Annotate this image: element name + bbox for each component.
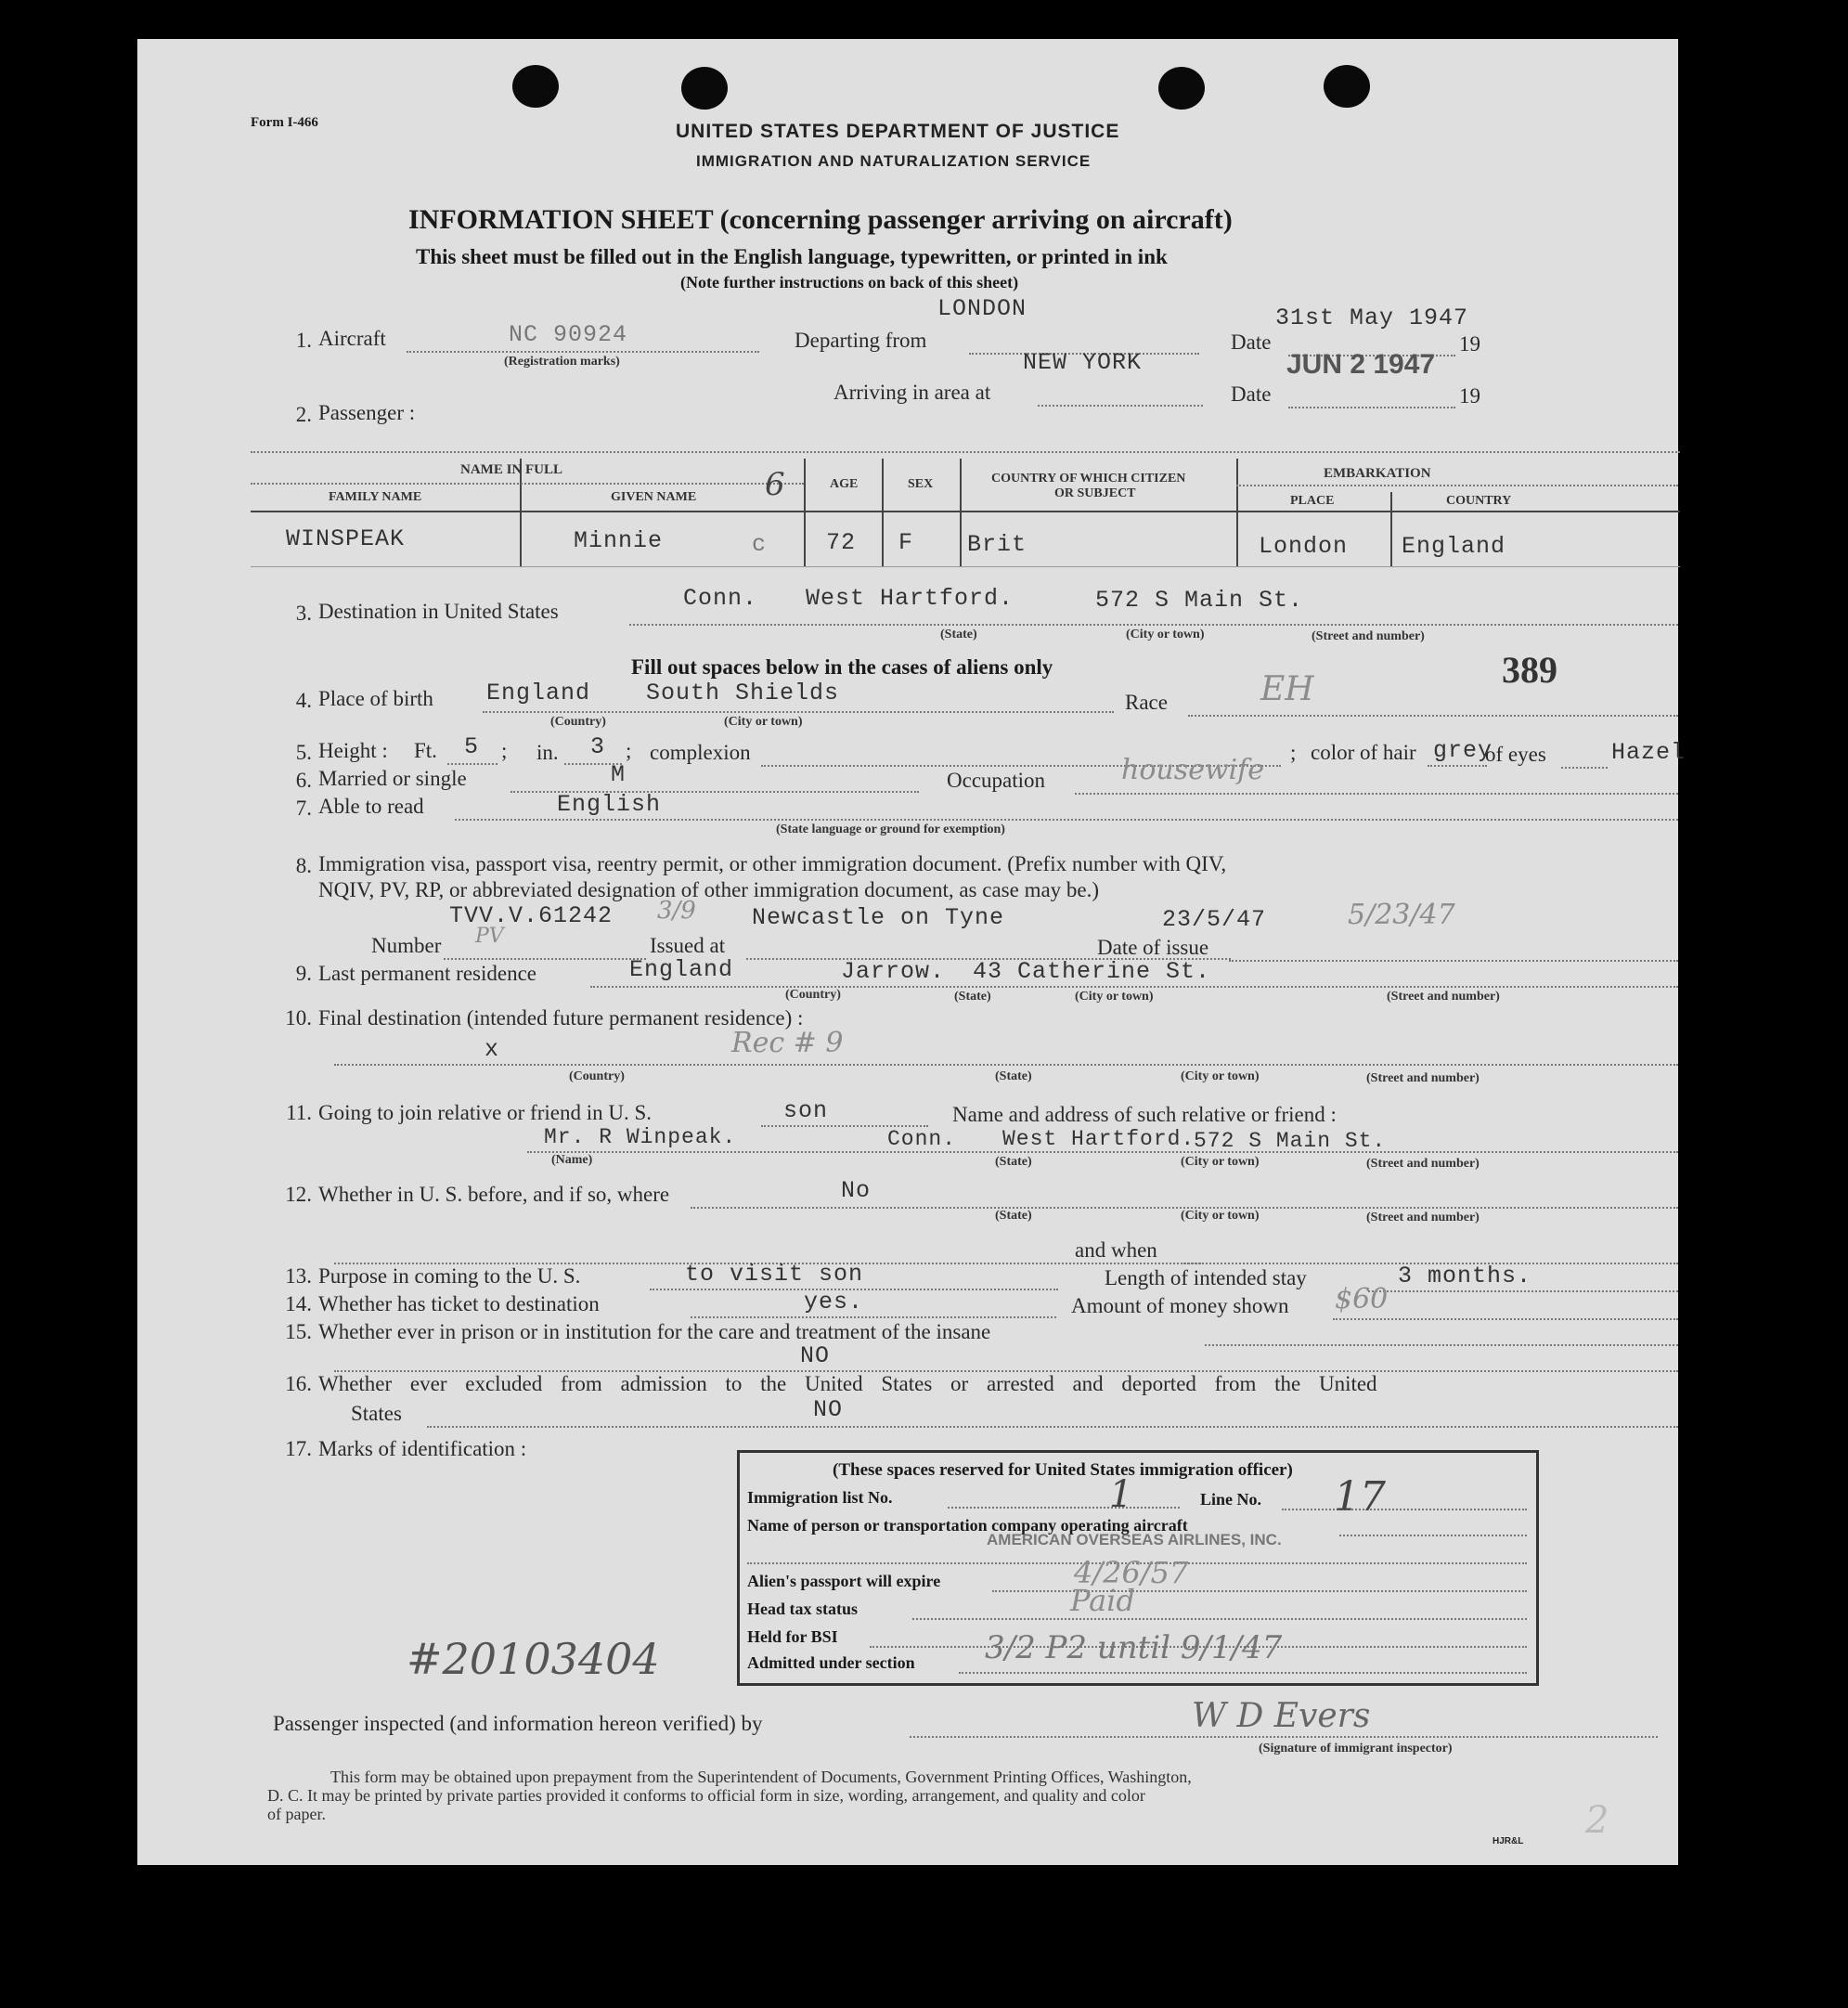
registration-marks-label: (Registration marks) <box>504 355 620 369</box>
head-tax-label: Head tax status <box>747 1600 859 1618</box>
of-eyes-label: of eyes <box>1485 743 1546 766</box>
ft-label: Ft. <box>414 739 437 762</box>
height-ft-value: 5 <box>464 733 480 760</box>
dest-street-caption: (Street and number) <box>1312 629 1425 643</box>
agency-name: UNITED STATES DEPARTMENT OF JUSTICE <box>676 121 1120 142</box>
number-label: Number <box>371 934 442 957</box>
citizen-header: COUNTRY OF WHICH CITIZEN <box>991 472 1186 486</box>
us-before-street-caption: (Street and number) <box>1366 1211 1480 1224</box>
visa-prefix-handwritten: PV <box>475 925 504 948</box>
family-name-value: WINSPEAK <box>286 525 406 552</box>
date-label: Date <box>1231 330 1272 354</box>
inspected-label: Passenger inspected (and information hereon verified) by <box>273 1712 763 1735</box>
last-street-caption: (Street and number) <box>1387 990 1500 1004</box>
arrival-year-prefix: 19 <box>1459 384 1480 408</box>
arrival-date-label: Date <box>1231 382 1272 406</box>
us-before-state-caption: (State) <box>995 1209 1032 1223</box>
head-tax-value: Paid <box>1070 1583 1135 1618</box>
married-label: Married or single <box>318 767 467 790</box>
able-to-read-value: English <box>557 791 662 818</box>
last-state-caption: (State) <box>954 990 991 1004</box>
sheet-number: 389 <box>1502 649 1557 691</box>
visa-handwritten: 3/9 <box>657 897 696 925</box>
departing-from-value: LONDON <box>937 295 1027 322</box>
family-name-header: FAMILY NAME <box>329 490 422 504</box>
last-street-value: 43 Catherine St. <box>973 958 1211 985</box>
transport-company-label: Name of person or transportation company operating aircraft <box>747 1516 1188 1535</box>
purpose-label: Purpose in coming to the U. S. <box>318 1264 581 1288</box>
dest-state-caption: (State) <box>940 628 977 641</box>
in-label: in. <box>536 741 559 764</box>
join-city-value: West Hartford. <box>1002 1127 1195 1151</box>
issued-at-label: Issued at <box>650 934 726 957</box>
join-relation-value: son <box>783 1097 829 1124</box>
destination-label: Destination in United States <box>318 600 559 623</box>
form-subtitle: This sheet must be filled out in the English language, typewritten, or printed in ink <box>416 245 1168 268</box>
color-of-hair-label: color of hair <box>1311 741 1416 764</box>
dest-state-value: Conn. <box>683 585 758 612</box>
height-in-value: 3 <box>590 733 606 760</box>
final-country-caption: (Country) <box>569 1069 625 1083</box>
service-name: IMMIGRATION AND NATURALIZATION SERVICE <box>696 152 1092 170</box>
sex-header: SEX <box>908 477 934 491</box>
birth-country-caption: (Country) <box>550 715 606 729</box>
prison-value: NO <box>800 1342 831 1369</box>
birth-city-caption: (City or town) <box>724 715 803 729</box>
name-in-full-header: NAME IN FULL <box>460 462 563 477</box>
line-no-label: Line No. <box>1200 1490 1262 1509</box>
race-label: Race <box>1125 691 1168 714</box>
money-shown-label: Amount of money shown <box>1071 1294 1289 1317</box>
given-initial-value: c <box>752 531 768 558</box>
dest-street-value: 572 S Main St. <box>1095 587 1304 614</box>
money-value: $60 <box>1335 1283 1389 1315</box>
punch-hole <box>681 67 728 110</box>
in-us-before-value: No <box>841 1177 872 1204</box>
form-title: INFORMATION SHEET (concerning passenger arriving on aircraft) <box>408 204 1233 235</box>
given-name-value: Minnie <box>574 527 664 554</box>
departing-date-value: 31st May 1947 <box>1275 304 1469 331</box>
year-prefix: 19 <box>1459 332 1480 356</box>
sex-value: F <box>898 529 914 556</box>
join-street-caption: (Street and number) <box>1366 1157 1480 1171</box>
arriving-at-value: NEW YORK <box>1023 349 1143 376</box>
form-sheet: Form I-466 UNITED STATES DEPARTMENT OF JUSTICE IMMIGRATION AND NATURALIZATION SERVICE INFORMATION SHEET (concerning passenger arriving on aircraft) This sheet must be filled out in the English language, typewritten, or printed in ink (Note further instructions on back of this sheet) 1. Aircraft NC 90924 (Registration marks) Departing from LONDON Date 31st May 1947 19 NEW YORK JUN 2 1947 Arriving in area at Date 19 2. Passenger : NAME IN FULL FAMILY NAME GIVEN NAME 6 AGE SEX COUNTRY OF WHICH CITIZEN OR SUBJECT EMBARKATION PLACE COUNTRY WINSPEAK Minnie c 72 F Brit London England 3. Destination in United States Conn. West Hartford. 572 S Main St. (State) (City or town) (Street and number) Fill out spaces below in the cases of aliens only 389 4. Place of birth England South Shields (Country) (City or town) Race EH 5. Height : Ft. 5 ; in. 3 ; complexion ; color of hair grey of eyes Hazel 6. Married or single M Occupation housewife 7. Able to read English (State language or ground for exemption) 8. Immigration visa, passport visa, reentry permit, or other immigration document. (Prefix number with QIV, NQIV, PV, RP, or abbreviated designation of other immigration document, as case may be.) TVV.V.61242 3/9 PV Newcastle on Tyne 23/5/47 5/23/47 Number Issued at Date of issue 9. Last permanent residence England Jarrow. 43 Catherine St. (Country) (State) (City or town) (Street and number) 10. Final destination (intended future permanent residence) : x Rec # 9 (Country) (State) (City or town) (Street and number) 11. Going to join relative or friend in U. S. son Name and address of such relative or friend : Mr. R Winpeak. Conn. West Hartford. 572 S Main St. (Name) (State) (City or town) (Street and number) 12. Whether in U. S. before, and if so, where No (State) (City or town) (Street and number) and when 13. Purpose in coming to the U. S. to visit son Length of intended stay 3 months. 14. Whether has ticket to destination yes. Amount of money shown $60 15. Whether ever in prison or in institution for the care and treatment of the insane NO 16. Whether ever excluded from admission to the United States or arrested and deported from the United States NO 17. Marks of identification : (These spaces reserved for United States immigration officer) Immigration list No. 1 Line No. 17 Name of person or transportation company operating aircraft AMERICAN OVERSEAS AIRLINES, INC. Alien's passport will expire 4/26/57 Head tax status Paid Held for BSI Admitted under section 3/2 P2 until 9/1/47 #20103404 Passenger inspected (and information hereon verified) by W D Evers (Signature of immigrant inspector) This form may be obtained upon prepayment from the Superintendent of Documents, Government Printing Offices, Washington, D. C. It may be printed by private parties provided it conforms to official form in size, wording, arrangement, and quality and color of paper. HJR&L 2 <box>137 39 1678 1865</box>
date-of-issue-label: Date of issue <box>1097 936 1209 959</box>
occupation-label: Occupation <box>947 769 1046 792</box>
admitted-section-label: Admitted under section <box>747 1653 915 1672</box>
place-header: PLACE <box>1290 494 1335 508</box>
country-header: COUNTRY <box>1446 494 1512 508</box>
admitted-section-value: 3/2 P2 until 9/1/47 <box>985 1629 1283 1666</box>
aircraft-value: NC 90924 <box>509 321 628 348</box>
state-language-caption: (State language or ground for exemption) <box>776 823 1005 836</box>
us-before-city-caption: (City or town) <box>1181 1209 1260 1223</box>
ticket-value: yes. <box>804 1289 864 1315</box>
dest-city-value: West Hartford. <box>806 585 1014 612</box>
age-header: AGE <box>830 477 859 491</box>
hair-value: grey <box>1433 737 1493 764</box>
arriving-label: Arriving in area at <box>834 381 991 404</box>
dest-city-caption: (City or town) <box>1126 628 1205 641</box>
and-when-label: and when <box>1075 1238 1157 1262</box>
final-destination-label: Final destination (intended future permanent residence) : <box>318 1006 804 1030</box>
inspector-signature: W D Evers <box>1192 1697 1371 1735</box>
aircraft-label: Aircraft <box>318 327 386 350</box>
given-name-mark: 6 <box>765 466 785 503</box>
departing-from-label: Departing from <box>795 329 927 352</box>
able-to-read-label: Able to read <box>318 795 424 818</box>
visa-instructions-2: NQIV, PV, RP, or abbreviated designation of other immigration document, as case may be.) <box>318 878 1100 901</box>
join-name-value: Mr. R Winpeak. <box>544 1125 737 1149</box>
join-state-value: Conn. <box>887 1127 957 1151</box>
place-of-birth-label: Place of birth <box>318 687 433 710</box>
excluded-value: NO <box>813 1396 844 1423</box>
citizen-subject-header: OR SUBJECT <box>1054 486 1136 500</box>
passport-expire-label: Alien's passport will expire <box>747 1572 941 1590</box>
margin-mark: 2 <box>1585 1799 1609 1842</box>
join-street-value: 572 S Main St. <box>1194 1129 1387 1153</box>
in-us-before-label: Whether in U. S. before, and if so, where <box>318 1183 670 1206</box>
final-street-caption: (Street and number) <box>1366 1071 1480 1085</box>
last-country-value: England <box>629 956 734 983</box>
citizen-value: Brit <box>967 531 1027 558</box>
punch-hole <box>512 65 559 108</box>
race-value: EH <box>1260 670 1314 708</box>
form-number: Form I-466 <box>251 115 318 130</box>
given-name-header: GIVEN NAME <box>611 490 697 504</box>
marks-label: Marks of identification : <box>318 1437 527 1460</box>
printer-mark: HJR&L <box>1493 1836 1524 1846</box>
height-label: Height : <box>318 739 388 762</box>
punch-hole <box>1158 67 1205 110</box>
final-destination-x: x <box>485 1036 500 1063</box>
last-city-value: Jarrow. <box>841 958 946 985</box>
purpose-value: to visit son <box>685 1261 864 1288</box>
arrival-date-stamp: JUN 2 1947 <box>1286 349 1436 380</box>
occupation-value: housewife <box>1121 754 1264 786</box>
company-stamp: AMERICAN OVERSEAS AIRLINES, INC. <box>987 1531 1282 1548</box>
form-note: (Note further instructions on back of this sheet) <box>680 273 1019 291</box>
visa-number-value: TVV.V.61242 <box>449 902 614 929</box>
footer-line-3: of paper. <box>267 1805 326 1823</box>
immigration-list-value: 1 <box>1109 1473 1133 1516</box>
has-ticket-label: Whether has ticket to destination <box>318 1292 600 1315</box>
excluded-label: Whether ever excluded from admission to the United States or arrested and deported from the United <box>318 1372 1377 1395</box>
passenger-label: Passenger : <box>318 401 416 424</box>
embark-country-value: England <box>1402 533 1506 560</box>
birth-country-value: England <box>486 680 591 706</box>
going-to-join-label: Going to join relative or friend in U. S. <box>318 1101 652 1124</box>
length-stay-value: 3 months. <box>1398 1263 1532 1289</box>
complexion-label: complexion <box>650 741 751 764</box>
aliens-only-heading: Fill out spaces below in the cases of aliens only <box>631 655 1053 679</box>
officer-box <box>737 1450 1539 1686</box>
file-number: #20103404 <box>407 1634 660 1684</box>
line-no-value: 17 <box>1334 1473 1386 1521</box>
birth-city-value: South Shields <box>646 680 840 706</box>
footer-line-1: This form may be obtained upon prepayment from the Superintendent of Documents, Government Printing Offices, Washington, <box>330 1768 1192 1786</box>
immigration-list-label: Immigration list No. <box>747 1488 893 1507</box>
held-bsi-label: Held for BSI <box>747 1627 838 1646</box>
prison-label: Whether ever in prison or in institution for the care and treatment of the insane <box>318 1320 991 1343</box>
join-state-caption: (State) <box>995 1155 1032 1169</box>
signature-caption: (Signature of immigrant inspector) <box>1259 1742 1453 1755</box>
eyes-value: Hazel <box>1611 739 1686 766</box>
join-name-caption: (Name) <box>551 1153 593 1167</box>
last-country-caption: (Country) <box>785 988 841 1002</box>
passport-expire-value: 4/26/57 <box>1074 1555 1189 1590</box>
visa-instructions-1: Immigration visa, passport visa, reentry permit, or other immigration document. (Prefix number with QIV, <box>318 852 1227 875</box>
embark-place-value: London <box>1259 533 1349 560</box>
final-state-caption: (State) <box>995 1069 1032 1083</box>
final-city-caption: (City or town) <box>1181 1069 1260 1083</box>
last-city-caption: (City or town) <box>1075 990 1154 1004</box>
footer-line-2: D. C. It may be printed by private parties provided it conforms to official form in size, wording, arrangement, and quality and color <box>267 1786 1145 1805</box>
name-address-label: Name and address of such relative or friend : <box>952 1103 1337 1126</box>
embarkation-header: EMBARKATION <box>1324 466 1431 481</box>
punch-hole <box>1324 65 1370 108</box>
issued-at-value: Newcastle on Tyne <box>752 904 1005 931</box>
age-value: 72 <box>826 529 857 556</box>
date-of-issue-value: 23/5/47 <box>1162 906 1267 933</box>
last-residence-label: Last permanent residence <box>318 962 536 985</box>
join-city-caption: (City or town) <box>1181 1155 1260 1169</box>
officer-box-title: (These spaces reserved for United States immigration officer) <box>833 1460 1293 1480</box>
final-destination-handwritten: Rec # 9 <box>731 1027 844 1059</box>
length-stay-label: Length of intended stay <box>1105 1266 1307 1289</box>
states-label: States <box>351 1402 402 1425</box>
date-of-issue-handwritten: 5/23/47 <box>1348 899 1455 931</box>
married-value: M <box>611 761 627 788</box>
